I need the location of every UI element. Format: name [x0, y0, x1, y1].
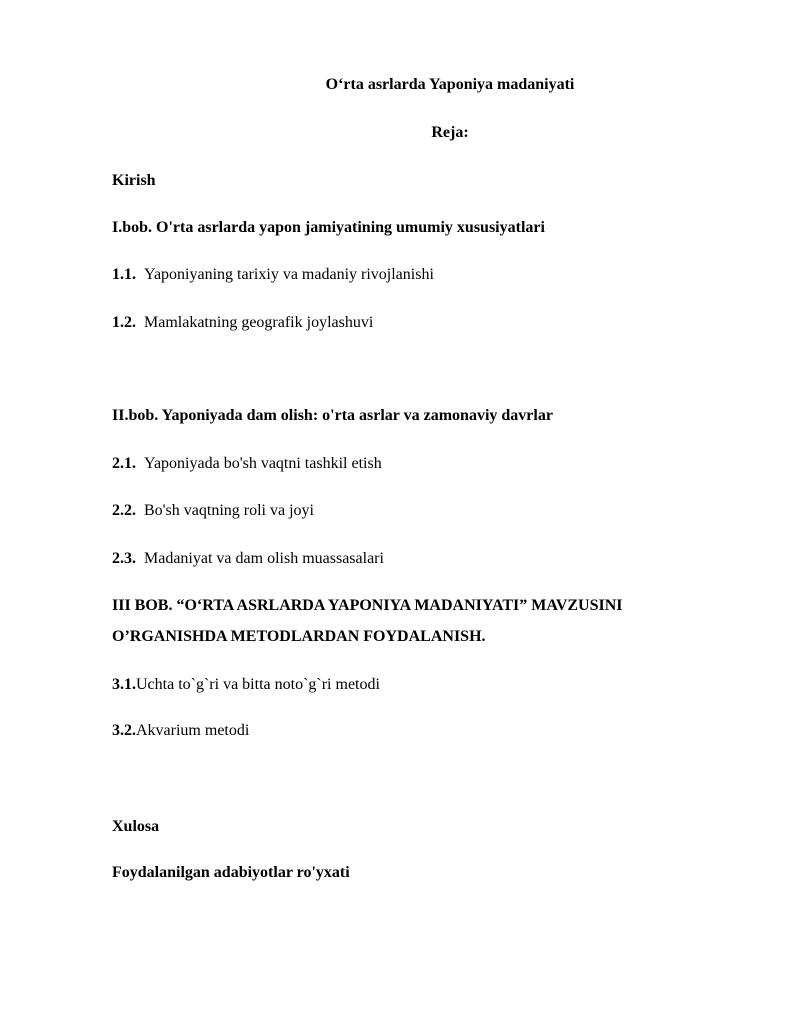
- item-text: Uchta to`g`ri va bitta noto`g`ri metodi: [136, 676, 380, 693]
- item-text: Bo'sh vaqtning roli va joyi: [144, 502, 314, 519]
- item-text: Yaponiyaning tarixiy va madaniy rivojlanishi: [144, 266, 434, 283]
- plan-heading: Reja:: [431, 124, 469, 141]
- chapter3-heading-line2: O’RGANISHDA METODLARDAN FOYDALANISH.: [112, 628, 486, 645]
- chapter1-item: [112, 313, 373, 333]
- item-text: Akvarium metodi: [136, 722, 250, 739]
- item-number: 2.2.: [112, 502, 136, 519]
- item-text: Mamlakatning geografik joylashuvi: [144, 314, 374, 331]
- chapter1-heading: I.bob. O'rta asrlarda yapon jamiyatining umumiy xususiyatlari: [112, 219, 545, 236]
- chapter2-item: [112, 501, 314, 521]
- item-number: 1.2.: [112, 314, 136, 331]
- item-text: Yaponiyada bo'sh vaqtni tashkil etish: [144, 455, 382, 472]
- item-number: 3.2.: [112, 722, 136, 739]
- chapter3-item: [112, 675, 380, 695]
- document-title: O‘rta asrlarda Yaponiya madaniyati: [325, 76, 575, 93]
- chapter3-heading-line1: III BOB. “O‘RTA ASRLARDA YAPONIYA MADANIYATI” MAVZUSINI: [112, 597, 623, 614]
- item-text: Madaniyat va dam olish muassasalari: [144, 550, 384, 567]
- chapter2-item: [112, 549, 384, 569]
- chapter2-heading: II.bob. Yaponiyada dam olish: o'rta asrlar va zamonaviy davrlar: [112, 407, 553, 424]
- intro-heading: Kirish: [112, 172, 156, 189]
- references-heading: Foydalanilgan adabiyotlar ro'yxati: [112, 864, 350, 881]
- chapter2-item: [112, 454, 382, 474]
- chapter3-item: [112, 721, 249, 741]
- conclusion-heading: Xulosa: [112, 818, 160, 835]
- item-number: 2.3.: [112, 550, 136, 567]
- chapter1-item: [112, 265, 434, 285]
- item-number: 3.1.: [112, 676, 136, 693]
- item-number: 1.1.: [112, 266, 136, 283]
- item-number: 2.1.: [112, 455, 136, 472]
